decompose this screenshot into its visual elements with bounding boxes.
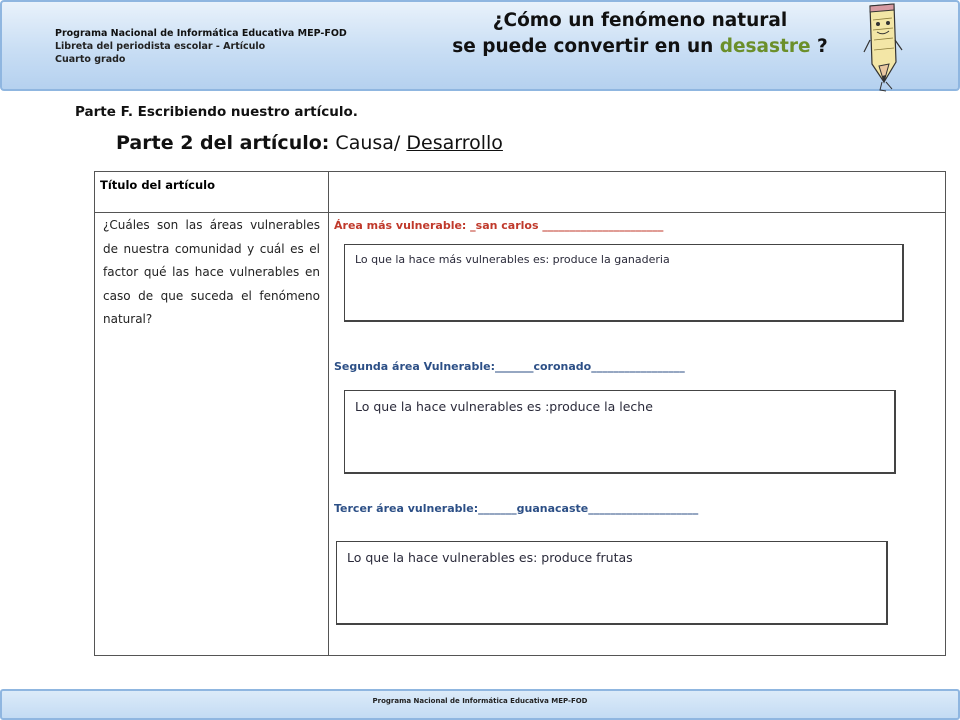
page-title (440, 8, 840, 60)
area-2-line: Segunda área Vulnerable:_______coronado_________________ (334, 360, 685, 373)
table-column-divider (328, 171, 329, 656)
grade-label: Cuarto grado (55, 54, 126, 65)
part-heading-normal: Causa/ (329, 132, 407, 154)
area-3-line: Tercer área vulnerable:_______guanacaste____________________ (334, 502, 699, 515)
page-title-line2-start: se puede convertir en un (452, 36, 720, 57)
table-row-divider (94, 212, 946, 213)
area-1-reason-box[interactable]: Lo que la hace más vulnerables es: produce la ganaderia (344, 244, 904, 322)
vulnerability-question: ¿Cuáles son las áreas vulnerables de nuestra comunidad y cuál es el factor qué las hace vulnerables en caso de que suceda el fenómeno natural? (103, 218, 320, 326)
part-heading-underlined: Desarrollo (406, 132, 503, 154)
page-title-line2-end: ? (810, 36, 828, 57)
article-title-value[interactable] (334, 176, 938, 208)
footer-text: Programa Nacional de Informática Educativa MEP-FOD (372, 697, 588, 705)
pencil-mascot-icon (862, 0, 908, 92)
page-title-line2 (440, 34, 840, 60)
section-heading: Parte F. Escribiendo nuestro artículo. (75, 104, 358, 120)
area-3-reason-box[interactable]: Lo que la hace vulnerables es: produce frutas (336, 541, 888, 625)
page-title-line1: ¿Cómo un fenómeno natural (492, 10, 788, 31)
part-heading-bold: Parte 2 del artículo: (116, 132, 330, 154)
notebook-name: Libreta del periodista escolar - Artículo (55, 41, 266, 52)
program-name: Programa Nacional de Informática Educativa MEP-FOD (55, 28, 347, 39)
article-title-label: Título del artículo (100, 178, 216, 192)
part-heading (116, 132, 503, 154)
area-1-line: Área más vulnerable: _san carlos ______________________ (334, 219, 664, 232)
header-info (55, 27, 375, 66)
area-2-reason-box[interactable]: Lo que la hace vulnerables es :produce la leche (344, 390, 896, 474)
page-title-accent: desastre (719, 36, 811, 57)
